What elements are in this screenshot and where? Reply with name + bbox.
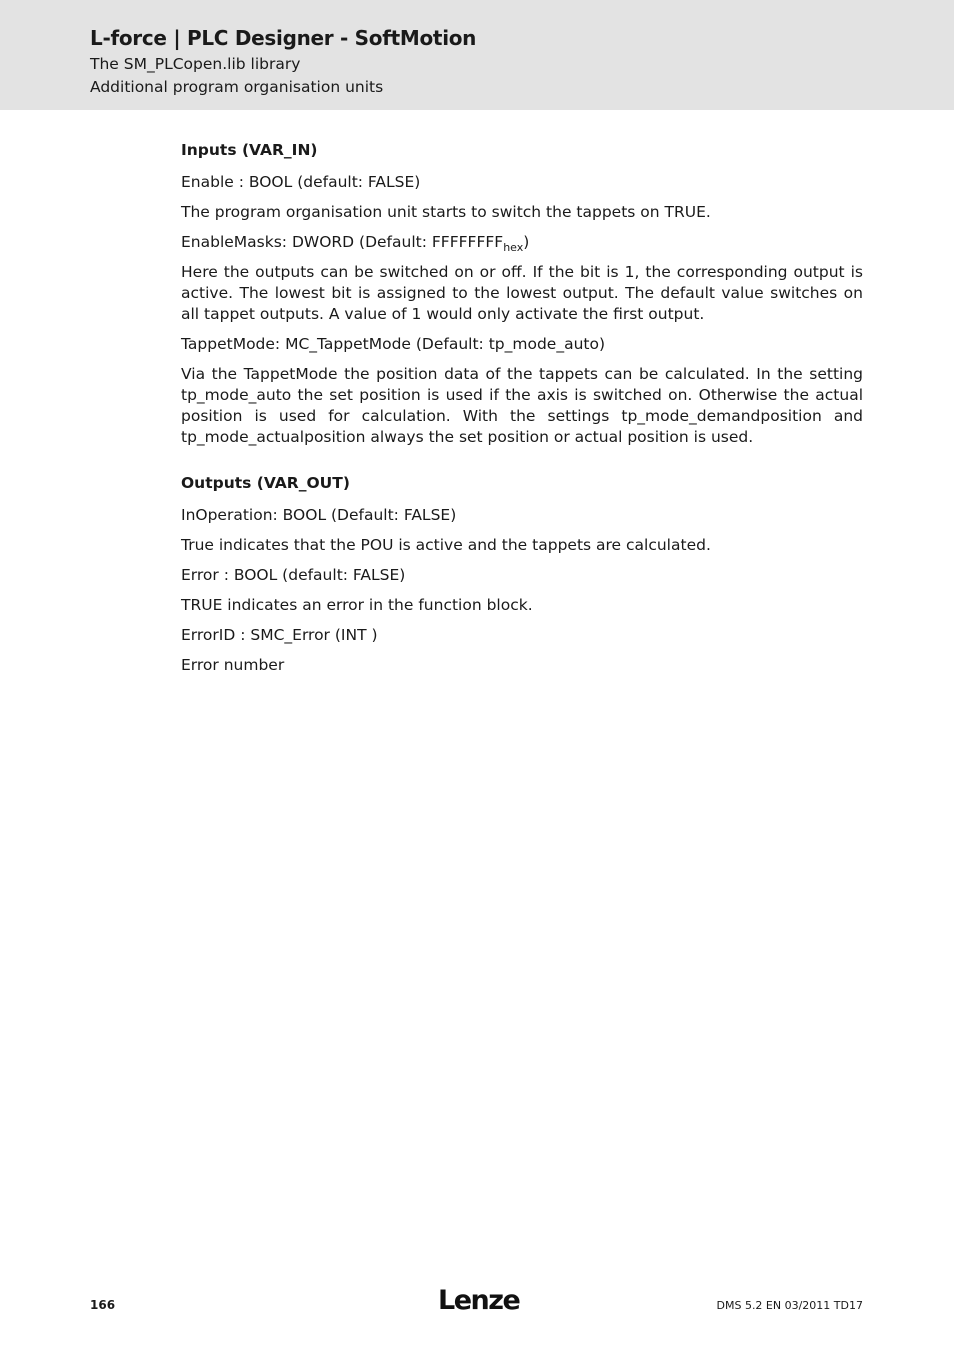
tappetmode-declaration: TappetMode: MC_TappetMode (Default: tp_mode_auto) bbox=[181, 335, 606, 353]
inoperation-declaration: InOperation: BOOL (Default: FALSE) bbox=[181, 506, 457, 524]
chapter-title: The SM_PLCopen.lib library bbox=[90, 55, 301, 73]
page-number: 166 bbox=[90, 1298, 116, 1312]
document-id: DMS 5.2 EN 03/2011 TD17 bbox=[716, 1299, 863, 1312]
enablemasks-declaration bbox=[181, 232, 863, 253]
page-header bbox=[0, 0, 954, 110]
errorid-declaration: ErrorID : SMC_Error (INT ) bbox=[181, 626, 378, 644]
enable-declaration: Enable : BOOL (default: FALSE) bbox=[181, 173, 421, 191]
errorid-description: Error number bbox=[181, 656, 285, 674]
enablemasks-suffix: ) bbox=[523, 233, 530, 251]
enable-description: The program organisation unit starts to switch the tappets on TRUE. bbox=[181, 203, 711, 221]
error-declaration: Error : BOOL (default: FALSE) bbox=[181, 566, 406, 584]
inputs-heading: Inputs (VAR_IN) bbox=[181, 141, 318, 159]
enablemasks-description: Here the outputs can be switched on or off. If the bit is 1, the corresponding output is active. The lowest bit is assigned to the lowest output. The default value switches on all tappet outputs. A value of 1 would only activate the first output. bbox=[181, 263, 863, 323]
outputs-heading: Outputs (VAR_OUT) bbox=[181, 474, 350, 492]
main-content bbox=[181, 140, 863, 685]
lenze-logo: Lenze bbox=[438, 1285, 520, 1316]
document-title: L-force | PLC Designer - SoftMotion bbox=[90, 26, 477, 50]
section-title: Additional program organisation units bbox=[90, 78, 384, 96]
tappetmode-description: Via the TappetMode the position data of the tappets can be calculated. In the setting tp_mode_auto the set position is used if the axis is switched on. Otherwise the actual position is used for calculation. With the settings tp_mode_demandposition and tp_mode_actualposition always the set position or actual position is used. bbox=[181, 365, 863, 446]
enablemasks-prefix: EnableMasks: DWORD (Default: FFFFFFFF bbox=[181, 233, 504, 251]
error-description: TRUE indicates an error in the function block. bbox=[181, 596, 533, 614]
hex-subscript: hex bbox=[503, 241, 524, 254]
inoperation-description: True indicates that the POU is active and the tappets are calculated. bbox=[181, 536, 711, 554]
